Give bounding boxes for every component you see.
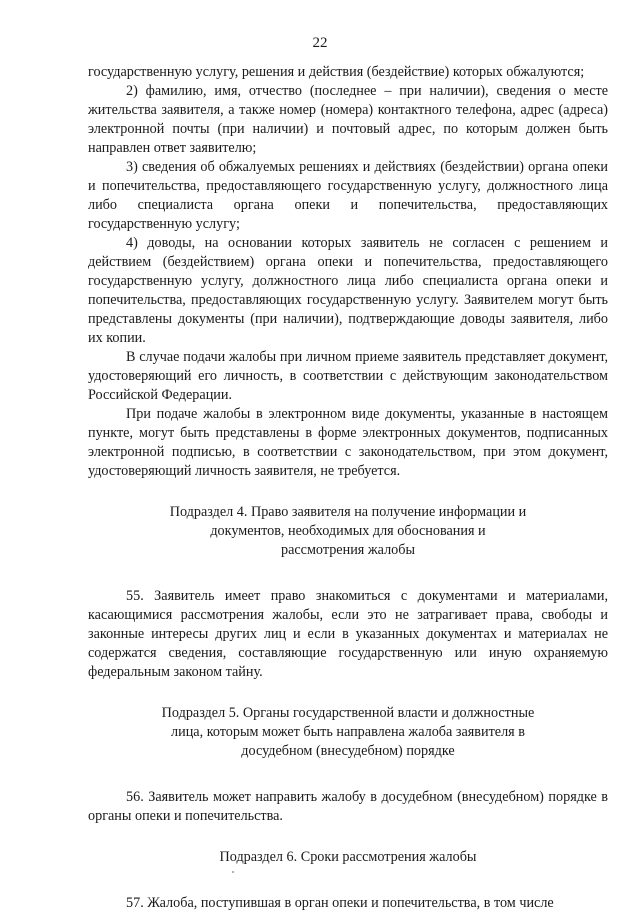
- subsection-5-heading-line: лица, которым может быть направлена жалоба заявителя в: [171, 724, 525, 740]
- subsection-4-heading-line: Подраздел 4. Право заявителя на получение информации и: [169, 504, 527, 520]
- paragraph-personal-reception: В случае подачи жалобы при личном приеме заявитель представляет документ, удостоверяющий его личность, в соответствии с действующим законодательством Российской Федерации.: [88, 349, 608, 403]
- subsection-4-heading: [88, 503, 608, 560]
- paragraph-continuation: государственную услугу, решения и действия (бездействие) которых обжалуются;: [88, 64, 585, 80]
- subsection-6-heading: [88, 848, 608, 867]
- subsection-4-heading-line: рассмотрения жалобы: [280, 542, 416, 558]
- paragraph-electronic-submission: При подаче жалобы в электронном виде документы, указанные в настоящем пункте, могут быть представлены в форме электронных документов, подписанных электронной подписью, в соответствии с законодательством, при этом документ, удостоверяющий личность заявителя, не требуется.: [88, 406, 608, 479]
- subsection-5-heading-line: досудебном (внесудебном) порядке: [241, 743, 455, 759]
- subsection-5-heading-line: Подраздел 5. Органы государственной власти и должностные: [161, 705, 535, 721]
- subsection-6-heading-line: Подраздел 6. Сроки рассмотрения жалобы: [219, 849, 477, 865]
- paragraph-57: 57. Жалоба, поступившая в орган опеки и попечительства, в том числе: [126, 895, 554, 911]
- paragraph-item-2: 2) фамилию, имя, отчество (последнее – при наличии), сведения о месте жительства заявителя, а также номер (номера) контактного телефона, адрес (адреса) электронной почты (при наличии) и почтовый адрес, по которым должен быть направлен ответ заявителю;: [88, 83, 608, 156]
- paragraph-item-4: 4) доводы, на основании которых заявитель не согласен с решением и действием (бездействием) органа опеки и попечительства, предоставляющего государственную услугу, должностного лица либо специалиста органа опеки и попечительства, предоставляющих государственную услугу. Заявителем могут быть представлены документы (при наличии), подтверждающие доводы заявителя, либо их копии.: [88, 235, 608, 346]
- paragraph-56: 56. Заявитель может направить жалобу в досудебном (внесудебном) порядке в органы опеки и попечительства.: [88, 789, 608, 824]
- document-body: [88, 63, 608, 913]
- page-number: 22: [312, 35, 328, 51]
- subsection-5-heading: [88, 704, 608, 761]
- paragraph-item-3: 3) сведения об обжалуемых решениях и действиях (бездействии) органа опеки и попечительства, предоставляющего государственную услугу, должностного лица либо специалиста органа опеки и попечительства, предоставляющих государственную услугу;: [88, 159, 608, 232]
- paragraph-55: 55. Заявитель имеет право знакомиться с документами и материалами, касающимися рассмотрения жалобы, если это не затрагивает права, свободы и законные интересы других лиц и если в указанных документах и материалах не содержатся сведения, составляющие государственную или иную охраняемую федеральным законом тайну.: [88, 588, 608, 680]
- subsection-4-heading-line: документов, необходимых для обоснования и: [210, 523, 486, 539]
- scan-speck: [232, 871, 234, 873]
